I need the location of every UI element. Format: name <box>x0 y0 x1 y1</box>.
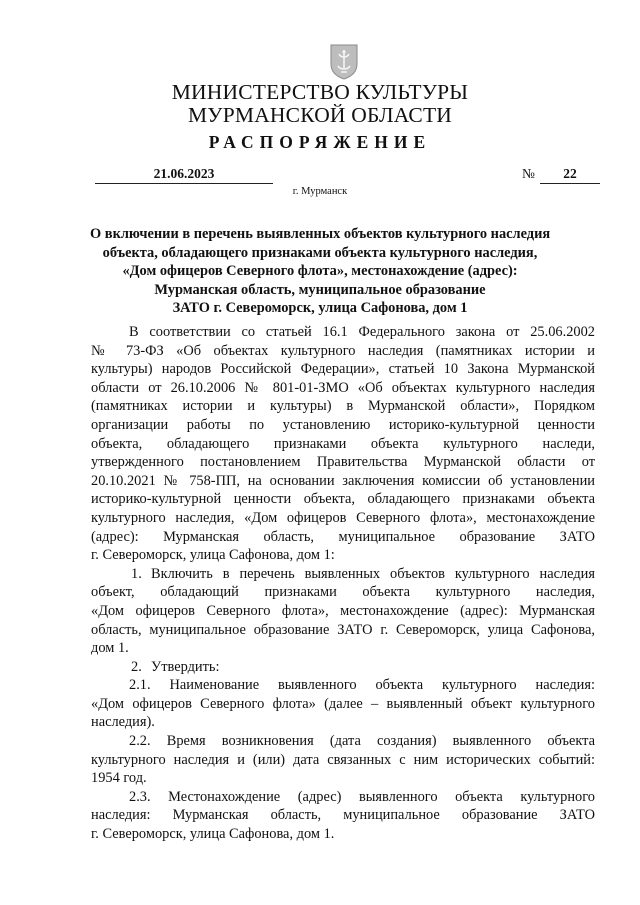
text-line: объект, обладающий признаками объекта культурного наследия, <box>91 584 595 601</box>
order-body <box>91 323 595 844</box>
heading-line: «Дом офицеров Северного флота», местонахождение (адрес): <box>122 263 518 280</box>
heading-line: Мурманская область, муниципальное образование <box>154 281 486 298</box>
text-line: объекта, обладающего признаками объекта культурного наследи, <box>91 435 595 452</box>
text-line: 2.2. Время возникновения (дата создания) выявленного объекта <box>129 733 595 750</box>
ministry-name-line1: МИНИСТЕРСТВО КУЛЬТУРЫ <box>171 80 469 104</box>
item-2-text: Утвердить: <box>151 658 220 675</box>
text-line: «Дом офицеров Северного флота», местонахождение (адрес): Мурманская <box>91 602 595 619</box>
text-line: г. Североморск, улица Сафонова, дом 1: <box>91 547 335 564</box>
item-2-2 <box>91 732 595 788</box>
item-1-label: 1. <box>131 565 142 582</box>
text-line: 2.1. Наименование выявленного объекта культурного наследия: <box>129 677 595 694</box>
item-2 <box>91 658 595 677</box>
text-line: область, муниципальное образование ЗАТО г. Североморск, улица Сафонова, <box>91 621 595 638</box>
preamble-paragraph <box>91 323 595 565</box>
text-line: г. Североморск, улица Сафонова, дом 1. <box>91 826 335 843</box>
text-line: 20.10.2021 № 758-ПП, на основании заключения комиссии об установлении <box>91 472 595 489</box>
order-heading <box>90 225 550 318</box>
text-line: культурного наследия, «Дом офицеров Северного флота», местонахождение <box>91 509 595 526</box>
text-line: 1954 год. <box>91 770 147 787</box>
item-1-first-line <box>91 565 595 584</box>
item-2-3 <box>91 788 595 844</box>
heading-line: ЗАТО г. Североморск, улица Сафонова, дом 1 <box>172 300 468 317</box>
coat-of-arms-icon <box>330 44 358 80</box>
item-2-1 <box>91 676 595 732</box>
text-line: В соответствии со статьей 16.1 Федерального закона от 25.06.2002 <box>129 324 595 340</box>
text-line: наследия: Мурманская область, муниципальное образование ЗАТО <box>91 807 595 824</box>
text-line: утвержденного постановлением Правительства Мурманской области от <box>91 454 595 471</box>
number-sign: № <box>522 166 535 181</box>
text-line: (памятниках истории и культуры) в Мурманской области», Порядком <box>91 398 595 415</box>
text-line: наследия). <box>91 714 155 731</box>
text-line: дом 1. <box>91 640 129 657</box>
text-line: культурного наследия и (или) дата связанных с ним исторических событий: <box>91 751 595 768</box>
item-2-line <box>91 658 595 677</box>
heading-line: О включении в перечень выявленных объектов культурного наследия <box>90 226 551 242</box>
text-line: (адрес): Мурманская область, муниципальное образование ЗАТО <box>91 528 595 545</box>
item-1-first-text: Включить в перечень выявленных объектов культурного наследия <box>151 565 595 582</box>
text-line: № 73-ФЗ «Об объектах культурного наследия (памятниках истории и <box>91 342 595 359</box>
text-line: культуры) народов Российской Федерации», статьей 10 Закона Мурманской <box>91 361 595 378</box>
text-line: области от 26.10.2006 № 801-01-ЗМО «Об объектах культурного наследия <box>91 379 595 396</box>
text-line: 2.3. Местонахождение (адрес) выявленного объекта культурного <box>129 788 595 805</box>
text-line: организации работы по установлению историко-культурной ценности <box>91 416 595 433</box>
order-title: РАСПОРЯЖЕНИЕ <box>208 132 432 152</box>
item-1 <box>91 565 595 658</box>
heading-line: объекта, обладающего признаками объекта культурного наследия, <box>102 244 538 261</box>
city: г. Мурманск <box>292 186 348 197</box>
text-line: «Дом офицеров Северного флота» (далее – выявленный объект культурного <box>91 695 595 712</box>
ministry-name-line2: МУРМАНСКОЙ ОБЛАСТИ <box>187 103 452 127</box>
order-date: 21.06.2023 <box>153 166 215 181</box>
order-number: 22 <box>563 166 577 181</box>
text-line: историко-культурной ценности объекта, обладающего признаками объекта <box>91 491 595 508</box>
item-2-label: 2. <box>131 658 142 675</box>
